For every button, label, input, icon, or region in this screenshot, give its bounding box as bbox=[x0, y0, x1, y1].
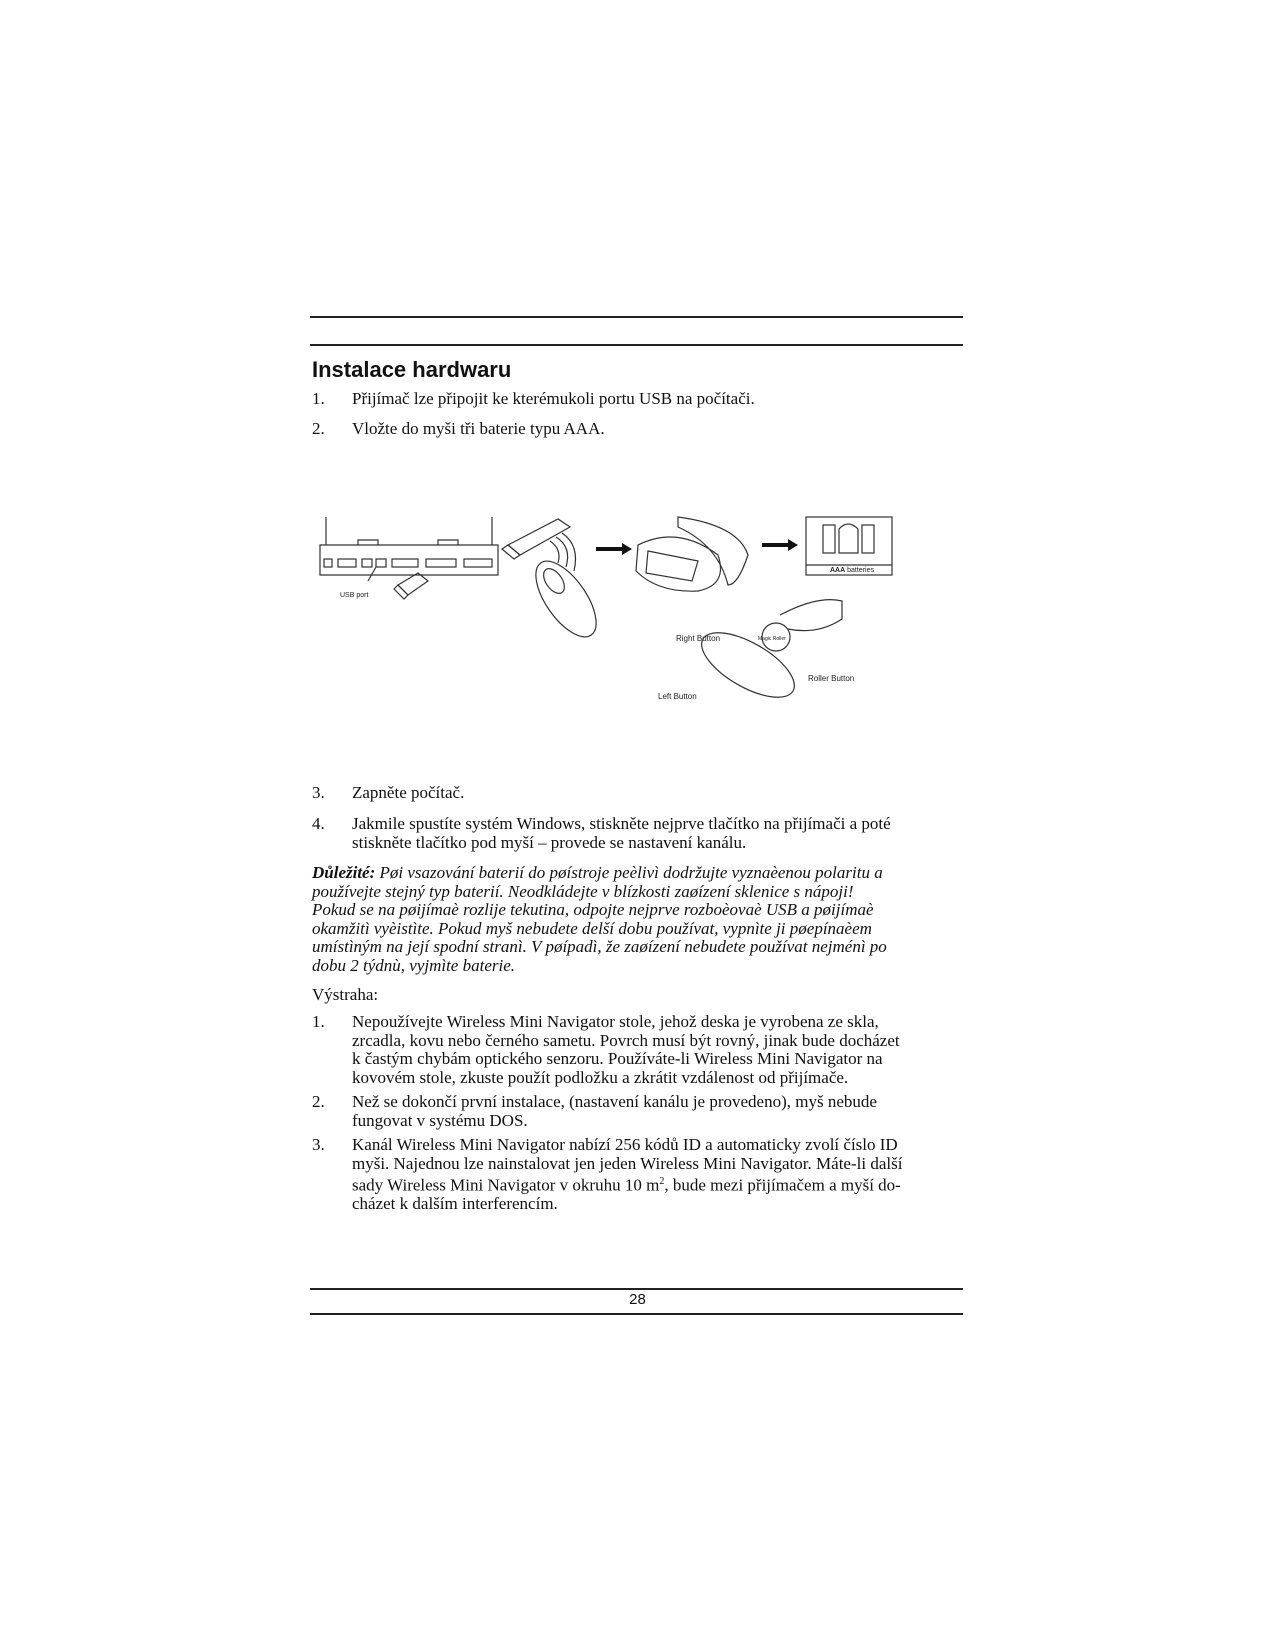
step-2 bbox=[312, 420, 964, 439]
note-label: Důležité: bbox=[312, 863, 376, 882]
step-number: 1. bbox=[312, 389, 325, 408]
warning-line: Kanál Wireless Mini Navigator nabízí 256 kódů ID a automaticky zvolí číslo ID bbox=[352, 1135, 898, 1154]
wireless-receiver-icon bbox=[502, 519, 576, 571]
warning-number: 3. bbox=[312, 1135, 325, 1154]
warning-text bbox=[352, 1093, 964, 1130]
right-button-label: Right Button bbox=[676, 634, 721, 643]
step-number: 4. bbox=[312, 814, 325, 833]
step-4 bbox=[312, 815, 964, 852]
step-text: Zapněte počítač. bbox=[352, 783, 465, 802]
warning-text bbox=[352, 1013, 964, 1087]
aaa-label: AAA bbox=[830, 567, 846, 574]
step-text-line: Jakmile spustíte systém Windows, stiskněte nejprve tlačítko na přijímači a poté bbox=[352, 814, 891, 833]
step-1 bbox=[312, 390, 964, 409]
left-button-label: Left Button bbox=[658, 692, 697, 701]
warning-line: k častým chybám optického senzoru. Používáte-li Wireless Mini Navigator na bbox=[352, 1049, 883, 1068]
step-number: 3. bbox=[312, 783, 325, 802]
usb-port-label: USB port bbox=[340, 592, 369, 599]
hand-mouse-icon bbox=[692, 600, 842, 710]
step-text: Přijímač lze připojit ke kterémukoli portu USB na počítači. bbox=[352, 389, 755, 408]
warning-title: Výstraha: bbox=[312, 985, 379, 1004]
batteries-label: batteries bbox=[847, 567, 874, 574]
step-number: 2. bbox=[312, 419, 325, 438]
roller-button-label: Roller Button bbox=[808, 674, 855, 683]
bottom-rule-1 bbox=[310, 1288, 963, 1290]
warning-line: zrcadla, kovu nebo černého sametu. Povrch musí být rovný, jinak bude docházet bbox=[352, 1030, 900, 1050]
note-line: Pokud se na pøijímaè rozlije tekutina, odpojte nejprve rozboèovaè USB a pøijímaè bbox=[312, 900, 874, 919]
important-note bbox=[312, 864, 962, 975]
warning-line: myši. Najednou lze nainstalovat jen jeden Wireless Mini Navigator. Máte-li další bbox=[352, 1153, 903, 1173]
warning-3 bbox=[312, 1136, 964, 1214]
note-line: používejte stejný typ baterií. Neodkládejte v blízkosti zaøízení sklenice s nápoji! bbox=[312, 881, 854, 901]
warning-line: Nepoužívejte Wireless Mini Navigator stole, jehož deska je vyrobena ze skla, bbox=[352, 1012, 879, 1031]
step-text: Vložte do myši tři baterie typu AAA. bbox=[352, 419, 605, 438]
warning-line: sady Wireless Mini Navigator v okruhu 10 m bbox=[352, 1175, 660, 1195]
step-text-line: stiskněte tlačítko pod myší – provede se nastavení kanálu. bbox=[352, 832, 747, 852]
warning-line: cházet k dalším interferencím. bbox=[352, 1194, 558, 1214]
warning-1 bbox=[312, 1013, 964, 1087]
top-rule-1 bbox=[310, 316, 963, 318]
warning-number: 1. bbox=[312, 1012, 325, 1031]
page-number: 28 bbox=[629, 1291, 646, 1308]
usb-receiver-icon bbox=[394, 573, 428, 599]
bottom-rule-2 bbox=[310, 1313, 963, 1315]
aaa-batteries-label bbox=[830, 567, 874, 574]
open-mouse-icon bbox=[636, 517, 748, 591]
step-3 bbox=[312, 784, 964, 803]
arrow-right-icon bbox=[596, 543, 632, 555]
warning-line: Než se dokončí první instalace, (nastavení kanálu je provedeno), myš nebude bbox=[352, 1092, 877, 1111]
warning-2 bbox=[312, 1093, 964, 1130]
magic-roller-label: Magic Roller bbox=[758, 636, 786, 642]
note-line: okamžitì vyèistìte. Pokud myš nebudete delší dobu používat, vypnìte ji pøepínaèem bbox=[312, 918, 872, 938]
warning-number: 2. bbox=[312, 1092, 325, 1111]
top-rule-2 bbox=[310, 344, 963, 346]
installation-illustration bbox=[318, 515, 938, 710]
warning-text bbox=[352, 1136, 964, 1214]
note-line: dobu 2 týdnù, vyjmìte baterie. bbox=[312, 955, 516, 975]
superscript: 2 bbox=[659, 1176, 665, 1187]
warning-line: kovovém stole, zkuste použít podložku a zkrátit vzdálenost od přijímače. bbox=[352, 1067, 849, 1087]
note-line: umístìným na její spodní stranì. V pøípadì, že zaøízení nebudete používat nejménì po bbox=[312, 937, 887, 956]
note-line: Pøi vsazování baterií do pøístroje peèlivì dodržujte vyznaèenou polaritu a bbox=[379, 863, 883, 882]
warning-line: fungovat v systému DOS. bbox=[352, 1110, 528, 1130]
step-text bbox=[352, 815, 964, 852]
laptop-icon bbox=[320, 517, 498, 581]
warning-line: , bude mezi přijímačem a myší do- bbox=[664, 1175, 901, 1195]
arrow-right-icon bbox=[762, 539, 798, 551]
page-title: Instalace hardwaru bbox=[312, 357, 512, 382]
